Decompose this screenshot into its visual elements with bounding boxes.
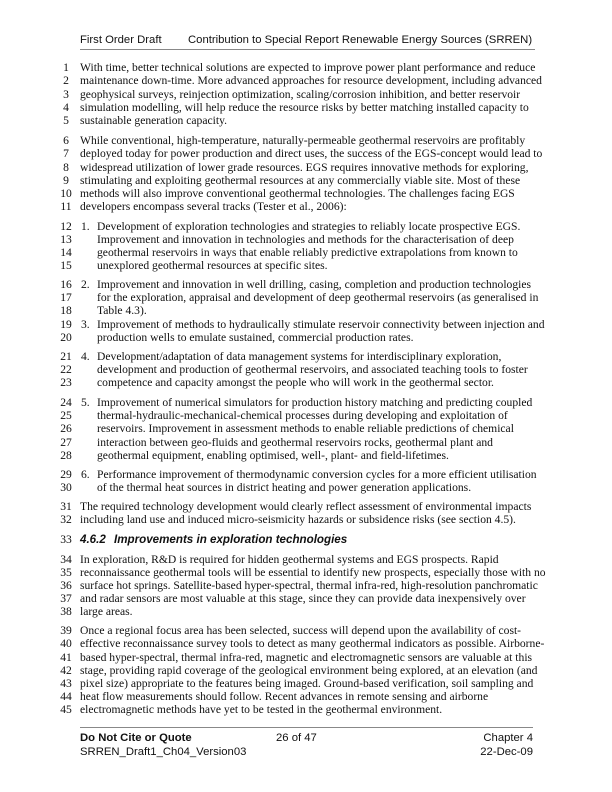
paragraph-line: While conventional, high-temperature, naturally-permeable geothermal reservoirs are profitably bbox=[80, 134, 526, 147]
paragraph-line: The required technology development would clearly reflect assessment of environmental impacts bbox=[80, 500, 532, 513]
paragraph-line: surface hot springs. Satellite-based hyper-spectral, thermal infra-red, high-resolution panchromatic bbox=[80, 579, 538, 592]
line-number: 3 bbox=[63, 88, 69, 101]
report-title: Contribution to Special Report Renewable Energy Sources (SRREN) bbox=[188, 34, 533, 46]
paragraph-line: heat flow measurements should follow. Recent advances in remote sensing and airborne bbox=[80, 690, 489, 703]
line-number: 41 bbox=[60, 651, 72, 664]
list-item-line: interaction between geo-fluids and geothermal reservoirs rocks, geothermal plant and bbox=[97, 436, 493, 449]
paragraph-line: large areas. bbox=[80, 605, 133, 618]
line-number: 27 bbox=[60, 436, 72, 449]
section-number: 4.6.2 bbox=[80, 533, 106, 546]
chapter-label: Chapter 4 bbox=[483, 732, 533, 744]
file-name: SRREN_Draft1_Ch04_Version03 bbox=[80, 746, 247, 758]
paragraph-line: pixel size) appropriate to the features being imaged. Ground-based verification, soil sampling and bbox=[80, 677, 534, 690]
paragraph-line: Once a regional focus area has been selected, success will depend upon the availability of cost- bbox=[80, 624, 522, 637]
list-item-line: competence and capacity amongst the people who will work in the geothermal sector. bbox=[97, 376, 494, 389]
paragraph-line: reconnaissance geothermal tools will be essential to identify new prospects, especially those with no bbox=[80, 566, 546, 579]
list-marker: 2. bbox=[81, 278, 90, 291]
line-number: 4 bbox=[63, 101, 69, 114]
line-number: 13 bbox=[60, 233, 72, 246]
list-marker: 4. bbox=[81, 350, 90, 363]
line-number: 25 bbox=[60, 409, 72, 422]
line-number: 36 bbox=[60, 579, 72, 592]
list-marker: 1. bbox=[81, 220, 90, 233]
line-number: 33 bbox=[60, 533, 72, 546]
line-number: 18 bbox=[60, 304, 72, 317]
line-number: 24 bbox=[60, 396, 72, 409]
paragraph-line: stimulating and exploiting geothermal resources at any commercially viable site. Most of these bbox=[80, 174, 521, 187]
line-number: 34 bbox=[60, 553, 72, 566]
list-item-line: development and production of geothermal reservoirs, and associated teaching tools to foster bbox=[97, 363, 528, 376]
line-number: 22 bbox=[60, 363, 72, 376]
line-number: 28 bbox=[60, 449, 72, 462]
page-footer bbox=[80, 727, 533, 758]
line-number: 14 bbox=[60, 246, 72, 259]
list-item-line: Table 4.3). bbox=[97, 304, 147, 317]
section-heading bbox=[80, 533, 347, 546]
paragraph-line: developers encompass several tracks (Tester et al., 2006): bbox=[80, 200, 347, 213]
line-number: 19 bbox=[60, 318, 72, 331]
list-item-line: reservoirs. Improvement in assessment methods to enable reliable predictions of chemical bbox=[97, 422, 514, 435]
page-header bbox=[80, 33, 535, 50]
paragraph-line: electromagnetic methods have yet to be tested in the geothermal environment. bbox=[80, 703, 443, 716]
list-item-line: Improvement of methods to hydraulically stimulate reservoir connectivity between injection and bbox=[97, 318, 545, 331]
line-number: 38 bbox=[60, 605, 72, 618]
paragraph-line: based hyper-spectral, thermal infra-red, magnetic and electromagnetic sensors are valuable at this bbox=[80, 651, 533, 664]
line-number: 31 bbox=[60, 500, 72, 513]
list-item-line: Improvement and innovation in technologies and methods for the characterisation of deep bbox=[97, 233, 514, 246]
disclaimer: Do Not Cite or Quote bbox=[80, 732, 192, 744]
list-item-line: Performance improvement of thermodynamic conversion cycles for a more efficient utilisation bbox=[97, 468, 537, 481]
line-number: 1 bbox=[63, 61, 69, 74]
line-number: 40 bbox=[60, 637, 72, 650]
paragraph-line: methods will also improve conventional geothermal technologies. The challenges facing EGS bbox=[80, 187, 515, 200]
line-number: 2 bbox=[63, 74, 69, 87]
paragraph-line: sustainable generation capacity. bbox=[80, 114, 228, 127]
line-number: 15 bbox=[60, 259, 72, 272]
line-number: 26 bbox=[60, 422, 72, 435]
list-marker: 6. bbox=[81, 468, 90, 481]
line-number: 44 bbox=[60, 690, 72, 703]
line-number: 9 bbox=[63, 174, 69, 187]
page-number: 26 of 47 bbox=[276, 732, 317, 744]
list-item-line: thermal-hydraulic-mechanical-chemical processes during developing and exploitation of bbox=[97, 409, 508, 422]
line-number: 17 bbox=[60, 291, 72, 304]
paragraph-line: stage, providing rapid coverage of the geological environment being explored, at an elevation (and bbox=[80, 664, 538, 677]
list-item-line: production wells to emulate sustained, commercial production rates. bbox=[97, 331, 414, 344]
paragraph-line: effective reconnaissance survey tools to detect as many geothermal indicators as possible. Airborne- bbox=[80, 637, 545, 650]
paragraph-line: deployed today for power production and direct uses, the success of the EGS-concept would lead to bbox=[80, 147, 543, 160]
paragraph-line: maintenance down-time. More advanced approaches for resource development, including advanced bbox=[80, 74, 542, 87]
list-item-line: for the exploration, appraisal and development of deep geothermal reservoirs (as generalised in bbox=[97, 291, 539, 304]
line-number: 7 bbox=[63, 147, 69, 160]
line-number: 23 bbox=[60, 376, 72, 389]
line-number: 20 bbox=[60, 331, 72, 344]
line-number: 16 bbox=[60, 278, 72, 291]
list-item-line: Improvement of numerical simulators for production history matching and predicting coupled bbox=[97, 396, 533, 409]
list-item-line: of the thermal heat sources in district heating and power generation applications. bbox=[97, 481, 472, 494]
draft-label: First Order Draft bbox=[80, 34, 162, 46]
list-marker: 3. bbox=[81, 318, 90, 331]
section-title: Improvements in exploration technologies bbox=[114, 533, 348, 546]
paragraph-line: simulation modelling, will help reduce the resource risks by better matching installed capacity to bbox=[80, 101, 529, 114]
line-number: 6 bbox=[63, 134, 69, 147]
paragraph-line: and radar sensors are most valuable at this stage, since they can provide data inexpensively over bbox=[80, 592, 526, 605]
line-number: 32 bbox=[60, 513, 72, 526]
paragraph-line: widespread utilization of lower grade resources. EGS requires innovative methods for exploring, bbox=[80, 161, 529, 174]
list-item-line: Development of exploration technologies and strategies to reliably locate prospective EGS. bbox=[97, 220, 521, 233]
line-number: 43 bbox=[60, 677, 72, 690]
paragraph-line: geophysical surveys, reinjection optimization, scaling/corrosion inhibition, and better reservoir bbox=[80, 88, 521, 101]
paragraph-line: including land use and induced micro-seismicity hazards or subsidence risks (see section 4.5). bbox=[80, 513, 516, 526]
date-label: 22-Dec-09 bbox=[480, 746, 533, 758]
line-number: 45 bbox=[60, 703, 72, 716]
paragraph-line: In exploration, R&D is required for hidden geothermal systems and EGS prospects. Rapid bbox=[80, 553, 499, 566]
list-marker: 5. bbox=[81, 396, 90, 409]
line-number: 12 bbox=[60, 220, 72, 233]
line-number: 42 bbox=[60, 664, 72, 677]
line-number: 35 bbox=[60, 566, 72, 579]
paragraph-line: With time, better technical solutions are expected to improve power plant performance and reduce bbox=[80, 61, 536, 74]
line-number: 29 bbox=[60, 468, 72, 481]
line-number: 39 bbox=[60, 624, 72, 637]
list-item-line: Development/adaptation of data management systems for interdisciplinary exploration, bbox=[97, 350, 502, 363]
line-number: 21 bbox=[60, 350, 72, 363]
line-number: 8 bbox=[63, 161, 69, 174]
line-number: 10 bbox=[60, 187, 72, 200]
list-item-line: unexplored geothermal resources at specific sites. bbox=[97, 259, 328, 272]
list-item-line: geothermal reservoirs in ways that enable reliably predictive extrapolations from known to bbox=[97, 246, 518, 259]
list-item-line: geothermal equipment, enabling optimised, well-, plant- and field-lifetimes. bbox=[97, 449, 449, 462]
list-item-line: Improvement and innovation in well drilling, casing, completion and production technologies bbox=[97, 278, 532, 291]
line-number: 30 bbox=[60, 481, 72, 494]
line-number: 11 bbox=[60, 200, 72, 213]
line-number: 37 bbox=[60, 592, 72, 605]
line-number: 5 bbox=[63, 114, 69, 127]
